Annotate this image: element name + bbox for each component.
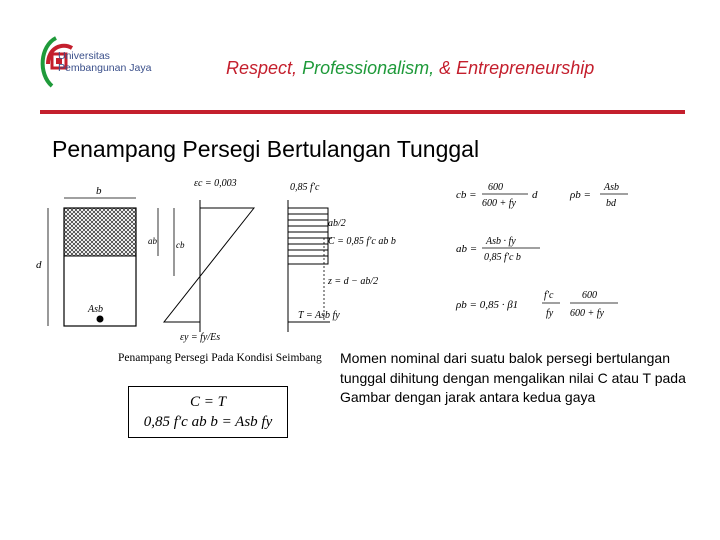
label-d: d: [36, 259, 42, 271]
formula-line-1: C = T: [190, 394, 226, 410]
stress-hatch: [288, 214, 328, 256]
label-half-ab: ab/2: [328, 218, 346, 229]
eq-rho2-num2: 600: [582, 290, 597, 301]
eq-rho2-lhs: ρb = 0,85 · β1: [456, 299, 519, 311]
tagline-professionalism: Professionalism,: [302, 58, 435, 78]
equilibrium-formula-box: [128, 386, 288, 438]
eq-rho2-den1: fy: [546, 308, 554, 319]
label-z-arm: z = d − ab/2: [328, 276, 379, 287]
label-c-force: C = 0,85 f′c ab b: [328, 236, 396, 247]
logo-line-2: Pembangunan Jaya: [58, 62, 152, 74]
eq-rho1-den: bd: [606, 198, 616, 209]
label-cb: cb: [176, 240, 185, 250]
label-stress-top: 0,85 f′c: [290, 182, 320, 193]
compression-block: [64, 208, 136, 256]
logo-text: [58, 50, 151, 74]
label-ab: ab: [148, 236, 157, 246]
eq-cb-lhs: cb =: [456, 189, 477, 201]
explanation-paragraph: Momen nominal dari suatu balok persegi bertulangan tunggal dihitung dengan mengalikan nilai C atau T pada Gambar dengan jarak antara kedua gaya: [340, 350, 686, 405]
label-asb: Asb: [88, 304, 103, 315]
rebar: [97, 316, 104, 323]
eq-rho2-num1: f′c: [544, 290, 554, 301]
label-t-force: T = Asb fy: [298, 310, 340, 321]
strain-profile: [164, 208, 254, 322]
tagline-respect: Respect,: [226, 58, 298, 78]
slide-title: Penampang Persegi Bertulangan Tunggal: [52, 136, 480, 162]
eq-ab-num: Asb · fy: [486, 236, 516, 247]
eq-cb-tail: d: [532, 189, 538, 201]
formula-line-2: 0,85 f′c ab b = Asb fy: [143, 414, 273, 430]
eq-rho1-lhs: ρb =: [570, 189, 591, 201]
cross-section-diagram: [34, 172, 444, 362]
balanced-equations: [452, 172, 652, 332]
eq-cb-den: 600 + fy: [482, 198, 516, 209]
label-strain-bottom: εy = fy/Es: [180, 332, 221, 343]
logo-line-1: Universitas: [58, 50, 110, 62]
tagline-entrepreneurship: & Entrepreneurship: [439, 58, 595, 78]
label-b: b: [96, 185, 102, 197]
eq-ab-den: 0,85 f′c b: [484, 252, 521, 263]
eq-rho2-den2: 600 + fy: [570, 308, 604, 319]
figure-caption: Penampang Persegi Pada Kondisi Seimbang: [118, 352, 322, 364]
label-strain-top: εc = 0,003: [194, 178, 237, 189]
header-divider: [40, 110, 685, 114]
tagline: [226, 58, 594, 79]
eq-rho1-num: Asb: [604, 182, 619, 193]
eq-ab-lhs: ab =: [456, 243, 478, 255]
eq-cb-num: 600: [488, 182, 503, 193]
